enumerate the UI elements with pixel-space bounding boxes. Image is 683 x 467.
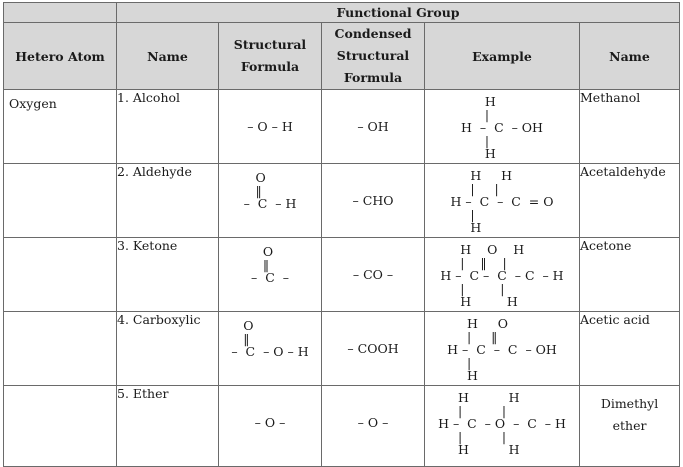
structural-formula: – O – H xyxy=(219,90,322,164)
example-name-header: Name xyxy=(580,23,680,90)
group-name: 5. Ether xyxy=(117,386,219,467)
condensed-formula: – CO – xyxy=(322,238,425,312)
example-structure: H O H | ‖ | H – C – C – C – H | | H H xyxy=(425,238,580,312)
example-header: Example xyxy=(425,23,580,90)
example-name: Acetic acid xyxy=(580,312,680,386)
table-row xyxy=(4,386,680,467)
table-row xyxy=(4,164,680,238)
functional-group-table xyxy=(3,2,680,467)
condensed-formula: – OH xyxy=(322,90,425,164)
group-name: 1. Alcohol xyxy=(117,90,219,164)
hetero-atom-header: Hetero Atom xyxy=(4,23,117,90)
condensed-formula-header: Condensed Structural Formula xyxy=(322,23,425,90)
group-name: 2. Aldehyde xyxy=(117,164,219,238)
table-row xyxy=(4,238,680,312)
name-header: Name xyxy=(117,23,219,90)
structural-formula: O ‖ – C – H xyxy=(219,164,322,238)
example-structure: H H | | H – C – C = O | H xyxy=(425,164,580,238)
group-name: 4. Carboxylic xyxy=(117,312,219,386)
structural-formula: – O – xyxy=(219,386,322,467)
example-name: Acetone xyxy=(580,238,680,312)
structural-formula: O ‖ – C – O – H xyxy=(219,312,322,386)
condensed-formula: – O – xyxy=(322,386,425,467)
structural-formula: O ‖ – C – xyxy=(219,238,322,312)
hetero-atom-cell: Oxygen xyxy=(9,96,57,111)
table-row xyxy=(4,312,680,386)
example-name: Methanol xyxy=(580,90,680,164)
example-name: Dimethyl ether xyxy=(580,386,680,467)
example-structure: H | H – C – OH | H xyxy=(425,90,580,164)
group-name: 3. Ketone xyxy=(117,238,219,312)
functional-group-header: Functional Group xyxy=(117,3,680,23)
example-name: Acetaldehyde xyxy=(580,164,680,238)
structural-formula-header: Structural Formula xyxy=(219,23,322,90)
condensed-formula: – CHO xyxy=(322,164,425,238)
example-structure: H H | | H – C – O – C – H | | H H xyxy=(425,386,580,467)
example-structure: H O | ‖ H – C – C – OH | H xyxy=(425,312,580,386)
table-row xyxy=(4,90,680,164)
condensed-formula: – COOH xyxy=(322,312,425,386)
